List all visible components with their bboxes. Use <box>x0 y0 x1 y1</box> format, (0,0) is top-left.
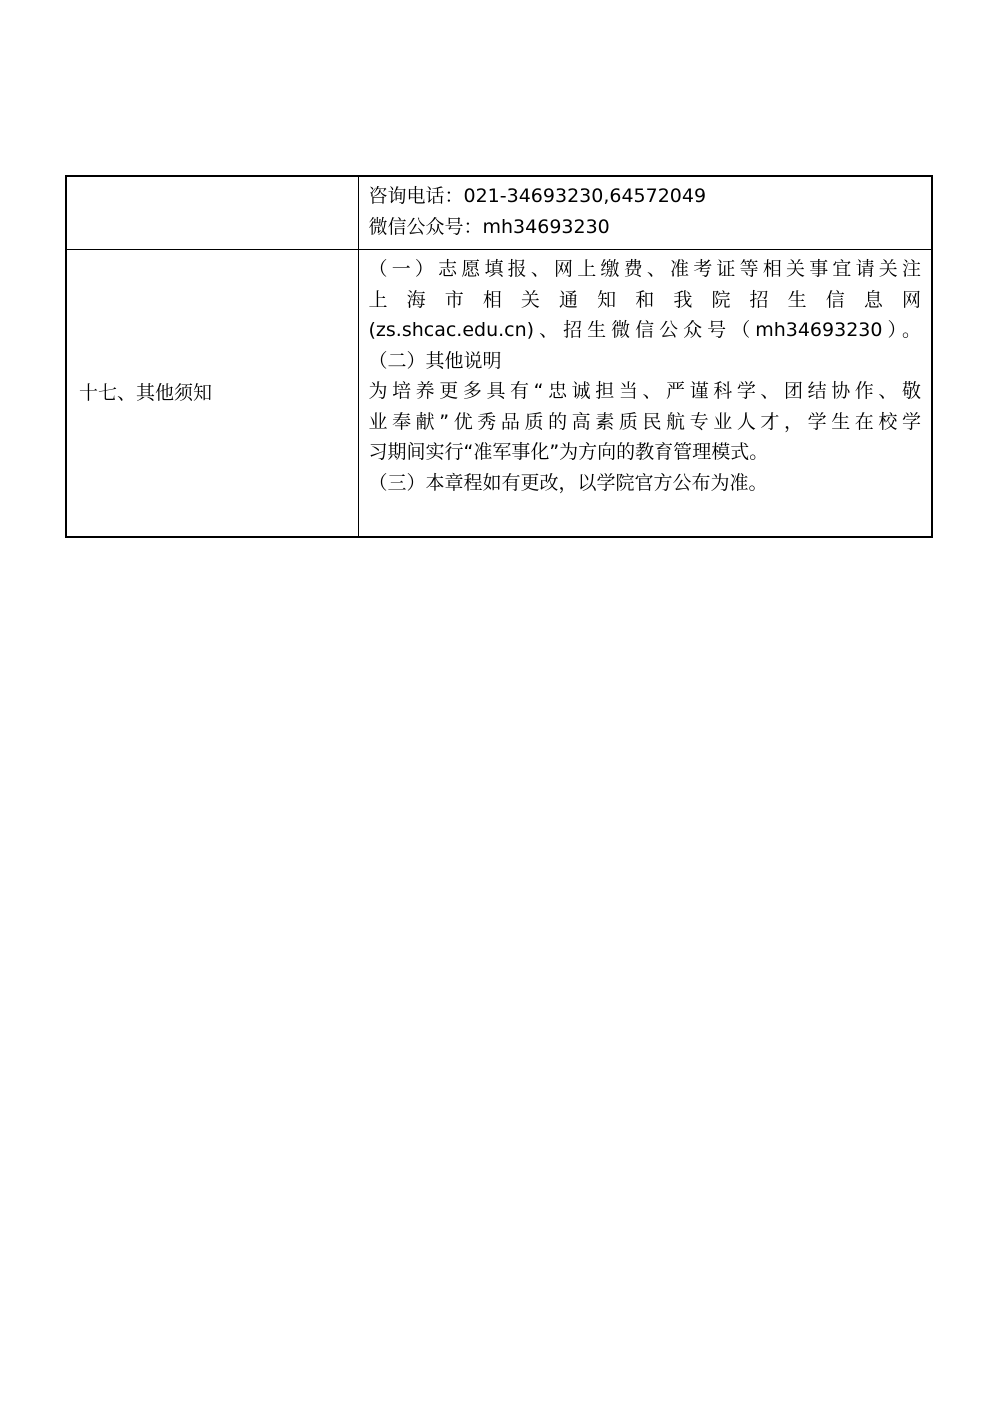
admissions-table <box>65 175 933 538</box>
other-notes-label: 十七、其他须知 <box>66 250 358 538</box>
note-line-8: （三）本章程如有更改，以学院官方公布为准。 <box>368 471 768 494</box>
note-line-1: （一）志愿填报、网上缴费、准考证等相关事宜请关注 <box>368 258 921 280</box>
note-line-3: (zs.shcac.edu.cn)、招生微信公众号（mh34693230）。 <box>368 319 921 341</box>
contact-row-content <box>358 176 932 250</box>
contact-row-label <box>66 176 358 250</box>
contact-row <box>66 176 932 250</box>
other-notes-row <box>66 250 932 538</box>
wechat-account-line: 微信公众号：mh34693230 <box>368 215 610 238</box>
note-line-4: （二）其他说明 <box>368 349 502 372</box>
note-line-6: 业奉献”优秀品质的高素质民航专业人才，学生在校学 <box>368 410 921 433</box>
note-line-5: 为培养更多具有“忠诚担当、严谨科学、团结协作、敬 <box>368 380 921 402</box>
note-line-7: 习期间实行“准军事化”为方向的教育管理模式。 <box>368 441 769 463</box>
contact-phone-line: 咨询电话：021-34693230,64572049 <box>368 185 707 207</box>
note-line-2: 上海市相关通知和我院招生信息网 <box>368 288 921 311</box>
other-notes-content <box>358 250 932 538</box>
